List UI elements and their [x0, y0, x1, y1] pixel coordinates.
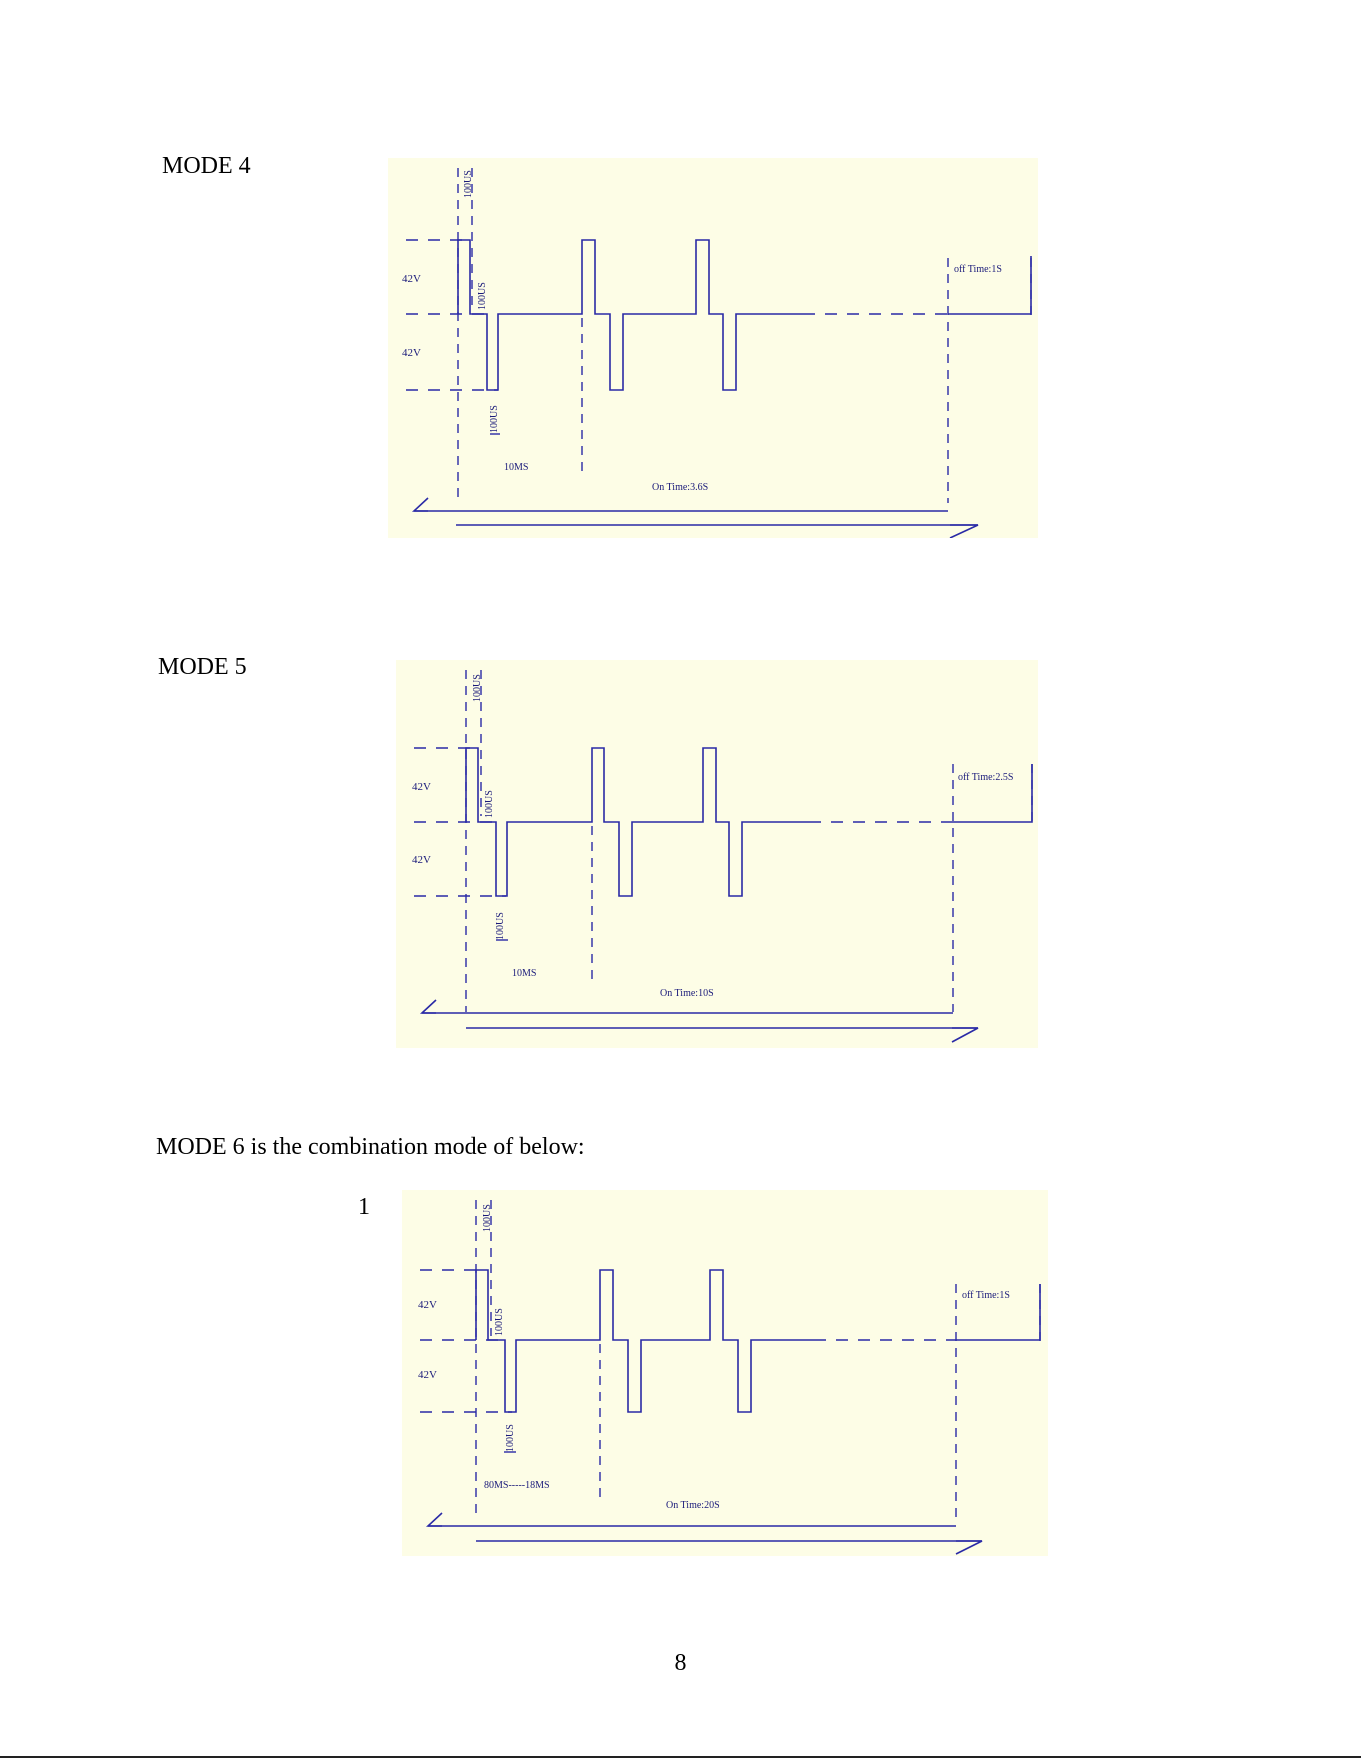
mode-4-label: MODE 4	[162, 153, 251, 179]
mode-5-waveform-diagram	[396, 660, 1038, 1048]
mid-width-label: 100US	[484, 790, 495, 818]
mode-5-waveform-svg	[396, 660, 1038, 1048]
pulse-width-label: 100US	[472, 674, 483, 702]
on-time-left-arrowhead	[414, 498, 428, 511]
mode-4-waveform-svg	[388, 158, 1038, 538]
off-time-label: off Time:2.5S	[958, 772, 1014, 783]
low-width-label: 100US	[489, 405, 500, 433]
mid-width-label: 100US	[477, 282, 488, 310]
on-time-left-arrowhead	[428, 1513, 442, 1526]
page-number: 8	[674, 1650, 687, 1676]
off-time-label: off Time:1S	[954, 264, 1002, 275]
lower-voltage-label: 42V	[418, 1369, 437, 1381]
mode-5-label: MODE 5	[158, 654, 247, 680]
interval-label: 10MS	[512, 968, 537, 979]
on-time-label: On Time:20S	[666, 1500, 720, 1511]
pulse-train-waveform	[458, 240, 803, 390]
upper-voltage-label: 42V	[412, 781, 431, 793]
interval-label: 80MS-----18MS	[484, 1480, 550, 1491]
upper-voltage-label: 42V	[418, 1299, 437, 1311]
pulse-train-waveform	[476, 1270, 814, 1412]
pulse-width-label: 100US	[482, 1204, 493, 1232]
lower-voltage-label: 42V	[402, 347, 421, 359]
mode-6-intro-text: MODE 6 is the combination mode of below:	[156, 1134, 585, 1160]
pulse-width-label: 100US	[463, 170, 474, 198]
lower-voltage-label: 42V	[412, 854, 431, 866]
mode-6-waveform-diagram	[402, 1190, 1048, 1556]
low-width-label: 100US	[495, 912, 506, 940]
mode-6-item-number: 1	[358, 1194, 370, 1220]
on-time-label: On Time:10S	[660, 988, 714, 999]
upper-voltage-label: 42V	[402, 273, 421, 285]
off-time-label: off Time:1S	[962, 1290, 1010, 1301]
on-time-left-arrowhead	[422, 1000, 436, 1013]
mode-6-waveform-svg	[402, 1190, 1048, 1556]
on-time-label: On Time:3.6S	[652, 482, 709, 493]
period-right-arrowhead	[952, 1028, 978, 1042]
period-right-arrowhead	[950, 525, 978, 538]
pulse-train-waveform	[466, 748, 809, 896]
mid-width-label: 100US	[494, 1308, 505, 1336]
mode-4-waveform-diagram	[388, 158, 1038, 538]
period-right-arrowhead	[956, 1541, 982, 1554]
bottom-rule	[0, 1756, 1361, 1758]
interval-label: 10MS	[504, 462, 529, 473]
low-width-label: 100US	[505, 1424, 516, 1452]
